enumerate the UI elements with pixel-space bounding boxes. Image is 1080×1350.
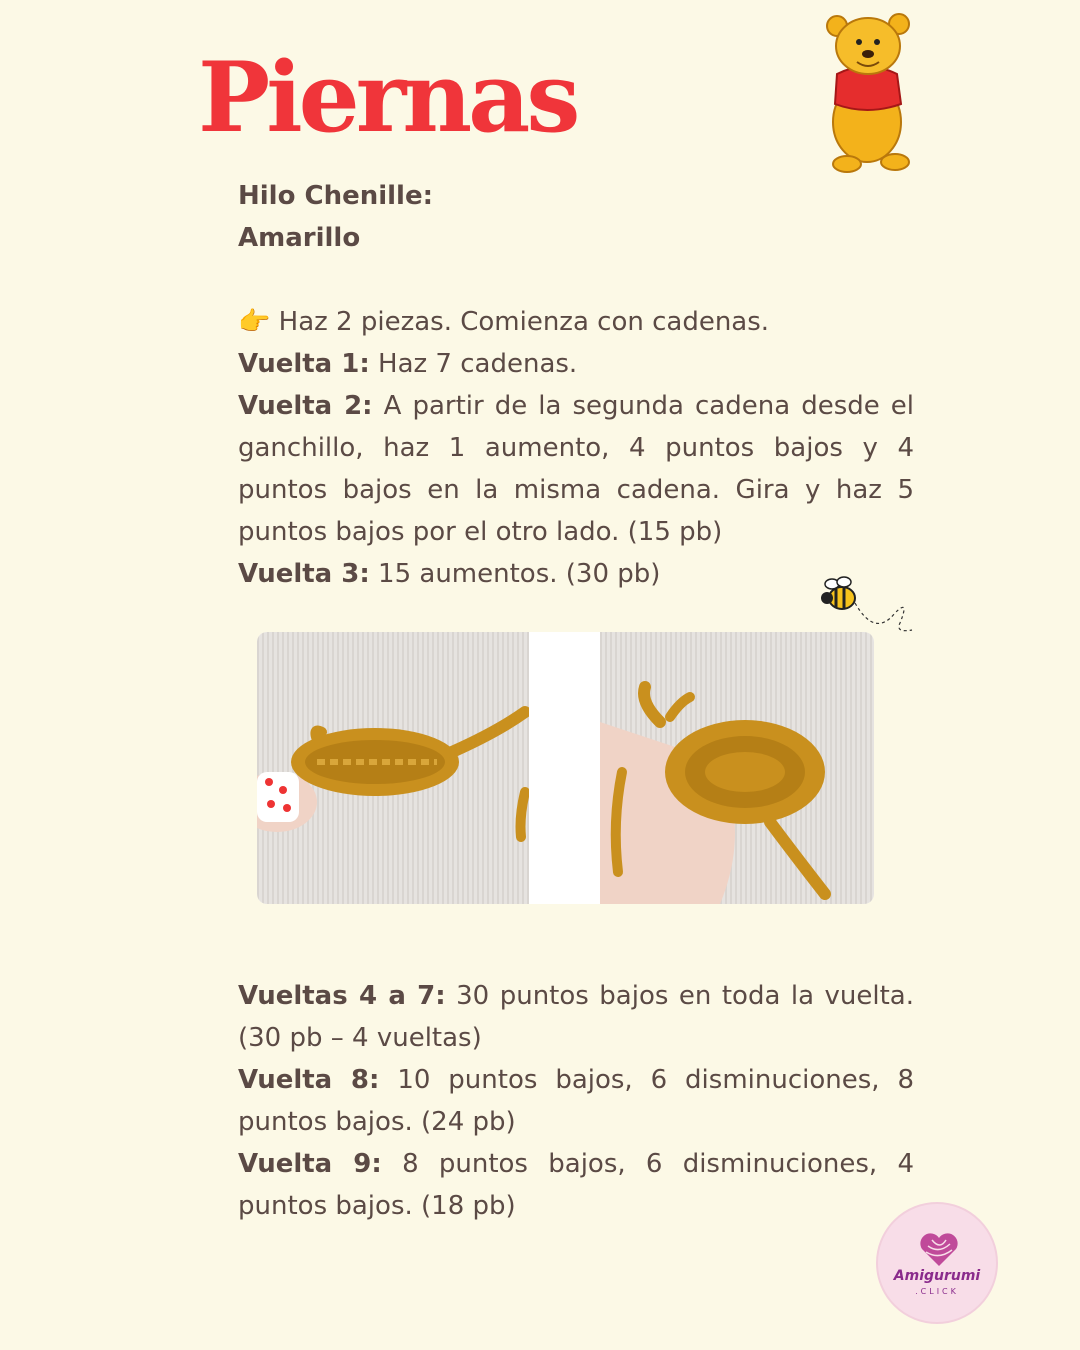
yarn-color: Amarillo	[238, 223, 361, 253]
spacer	[238, 259, 914, 301]
round-label: Vuelta 9:	[238, 1149, 382, 1179]
round-text: 10 puntos bajos, 6 disminuciones, 8 puntos bajos. (24 pb)	[238, 1065, 914, 1137]
yarn-heading: Hilo Chenille:	[238, 181, 433, 211]
photo-step-1	[257, 632, 529, 904]
round-text: 30 puntos bajos en toda la vuelta. (30 pb – 4 vueltas)	[238, 981, 915, 1053]
instructions-top	[238, 175, 914, 595]
round-text: 15 aumentos. (30 pb)	[378, 559, 661, 589]
round-label: Vuelta 3:	[238, 559, 370, 589]
intro-line	[238, 301, 914, 343]
logo-sub: .CLICK	[915, 1287, 959, 1296]
brand-logo	[876, 1202, 998, 1324]
pointing-hand-icon: 👉	[238, 307, 271, 337]
intro-text: Haz 2 piezas. Comienza con cadenas.	[278, 307, 770, 337]
instructions-bottom	[238, 975, 914, 1227]
round-2	[238, 385, 914, 553]
round-text: A partir de la segunda cadena desde el ganchillo, haz 1 aumento, 4 puntos bajos y 4 puntos bajos en la misma cadena. Gira y haz 5 puntos bajos por el otro lado. (15 pb)	[238, 391, 915, 547]
round-8	[238, 1059, 914, 1143]
round-text: 8 puntos bajos, 6 disminuciones, 4 puntos bajos. (18 pb)	[238, 1149, 915, 1221]
round-label: Vuelta 8:	[238, 1065, 380, 1095]
bee-icon	[800, 568, 920, 638]
photo-panel	[257, 632, 874, 904]
round-4-7	[238, 975, 914, 1059]
page-title: Piernas	[198, 41, 577, 154]
pooh-illustration	[815, 4, 920, 174]
round-1	[238, 343, 914, 385]
round-label: Vuelta 1:	[238, 349, 370, 379]
round-9	[238, 1143, 914, 1227]
round-label: Vuelta 2:	[238, 391, 373, 421]
round-text: Haz 7 cadenas.	[378, 349, 578, 379]
logo-name: Amigurumi	[893, 1268, 981, 1284]
photo-step-2	[600, 632, 874, 904]
yarn-heart-icon	[918, 1232, 960, 1268]
round-label: Vueltas 4 a 7:	[238, 981, 446, 1011]
